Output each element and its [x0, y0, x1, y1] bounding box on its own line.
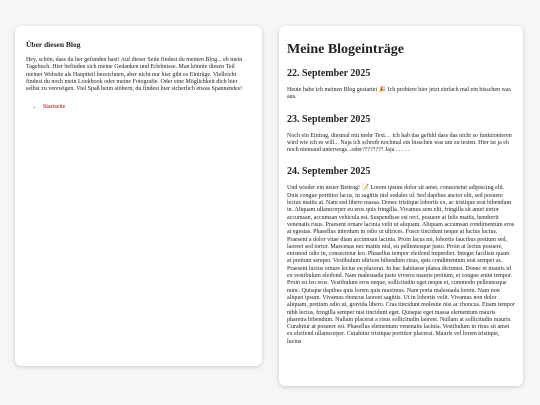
sidebar-item-startseite: [43, 103, 252, 111]
startseite-link[interactable]: Startseite: [43, 104, 66, 111]
blog-post: [287, 114, 515, 155]
post-date: 23. September 2025: [287, 113, 371, 125]
post-date: 24. September 2025: [287, 166, 371, 178]
about-title: Über diesen Blog: [26, 40, 81, 49]
post-text: Heute habe ich meinen Blog gestartet 🎉 Ich probiere hier jetzt einfach mal ein bisschen was aus.: [287, 87, 511, 101]
post-text: Und wieder ein neuer Beitrag! 📝 Lorem ipsum dolor sit amet, consectetur adipiscing elit. Duis congue porttitor lacus, in sagittis nisl sodales id. Sed dapibus auctor elit, sed posuere lectus mattis at. Nam sed libero massa. Donec tristique lobortis ex, ac tristique erat bibendum in. Aliquam ullamcorper eu eros quis fringilla. Vivamus sem elit, fringilla sit amet tortor accumsan, accumsan vehicula est. Suspendisse est orci, posuere at felis mattis, hendrerit venenatis risus. Praesent ornare lacinia velit ut aliquam. Aliquam accumsan condimentum eros at egestas. Phasellus interdum in odio ut ultrices. Fusce tincidunt neque at luctus luctus. Praesent a dolor vitae diam accumsan lacinia. Proin lacus mi, lobortis faucibus pretium sed, laoreet sed tortor. Maecenas nec mattis nisl, eu pellentesque justo. Proin at lectus posuere, euismod odio in, consectetur leo. Phasellus tempor eleifend imperdiet. Integer facilisis quam at pretium semper. Vestibulum ultrices bibendum risus, quis condimentum erat semper ac. Praesent luctus ornare lectus eu placerat. In hac habitasse platea dictumst. Donec et mauris id ex vestibulum eleifend. Nam malesuada justo viverra mauris pretium, et congue enim tempor. Proin eu leo eros. Vestibulum eros neque, sollicitudin eget neque et, commodo pellentesque nunc. Quisque dapibus quis lorem quis maximus. Nam porta malesuada lorem. Nam non aliquet ipsum. Vivamus rhoncus laoreet sagittis. Ut in lobortis velit. Vivamus non dolor aliquam, pretium odio ut, gravida libero. Cras tincidunt molestie nisi ac rhoncus. Etiam tempor nibh lectus, fringilla semper nisi tincidunt eget. Quisque eget massa elementum mauris pharetra bibendum. Nullam placerat a risus sollicitudin laoreet. Nullam at sollicitudin mauris. Curabitur at posuere est. Phasellus elementum venenatis lacinia. Vestibulum in risus sit amet ex eleifend ullamcorper. Curabitur tristique porttitor placerat. Mauris vel lorem tristique, luctus: [287, 185, 515, 345]
sidebar-nav: [26, 103, 252, 111]
post-date: 22. September 2025: [287, 68, 371, 79]
about-sidebar: [15, 26, 262, 366]
post-text: Noch ein Eintrag, diesmal mit mehr Text… ich hab das gefühl dass das nicht so funktionieren wird wie ich es will... Naja ich schreib nochmal ein bisschen was um zu testen. Hier ist ja eh noch niemand unterwegs...oder???????? Jaja . . . . .: [287, 132, 512, 154]
blog-posts-panel: [279, 26, 523, 386]
page-title: Meine Blogeinträge: [287, 42, 405, 57]
about-text: Hey, schön, dass du her gefunden hast! Auf dieser Seite findest du meinen Blog... eh mein Tagebuch. Hier befinden sich meine Gedanken und Erlebnisse. Man könnte diesen Teil meiner Website als Hauptteil bezeichnen, aber nicht nur hier gibt es Einträge. Vielleicht findest du noch mein Lookbook oder meine Fotografie. Oder eine Möglichkeit dich hier selbst zu verewigen. Viel Spaß beim stöbern, du findest hier sicherlich etwas Spannendes!: [26, 57, 243, 93]
blog-post: [287, 166, 515, 346]
blog-post: [287, 68, 515, 102]
